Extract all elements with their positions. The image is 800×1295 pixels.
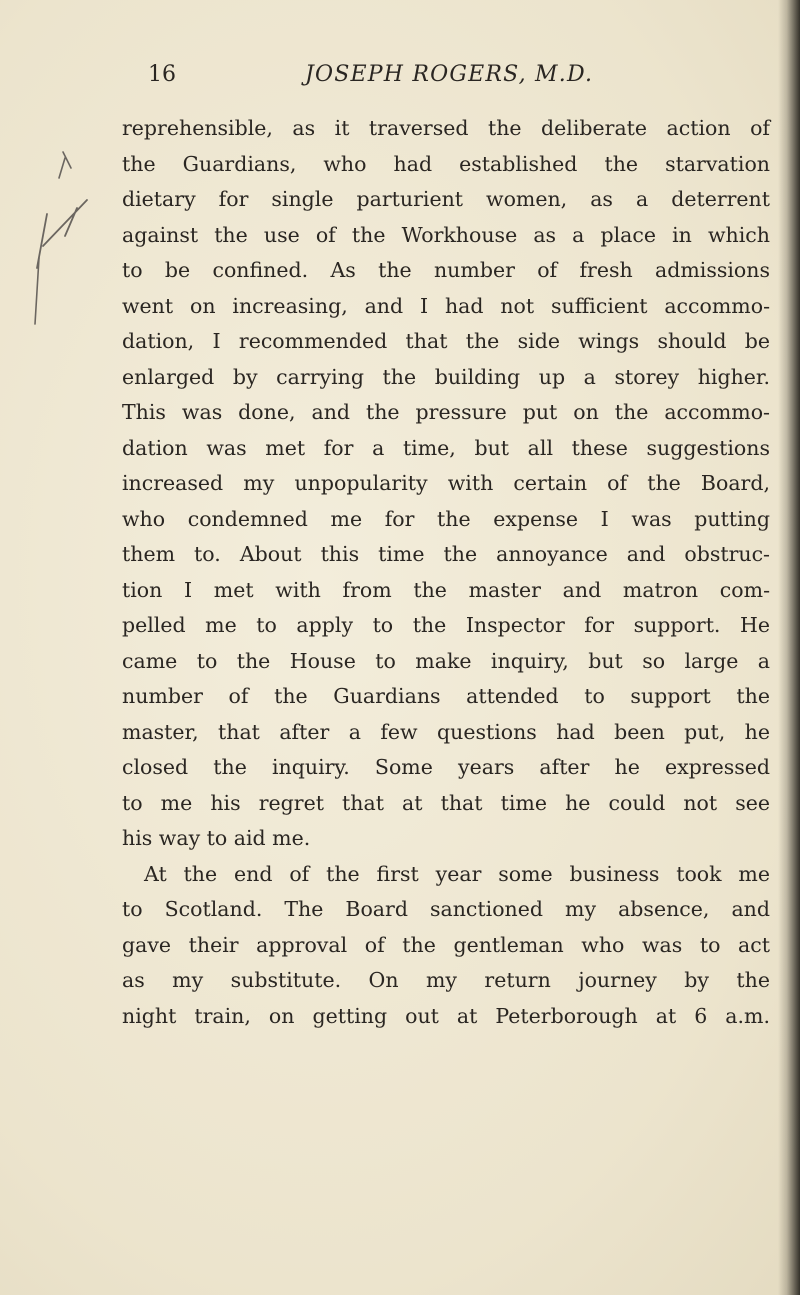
text-line: his way to aid me. xyxy=(122,826,311,850)
text-line: to be confined. As the number of fresh admissions xyxy=(122,258,770,282)
text-line: dation was met for a time, but all these suggestions xyxy=(122,435,770,460)
page-edge-shadow xyxy=(778,0,800,1295)
text-line: enlarged by carrying the building up a storey higher. xyxy=(122,364,770,389)
text-line: closed the inquiry. Some years after he expressed xyxy=(122,755,770,779)
text-line: came to the House to make inquiry, but so large a xyxy=(122,648,770,673)
paragraph-2 xyxy=(122,857,770,1035)
text-line: to me his regret that at that time he could not see xyxy=(122,790,770,815)
text-line: them to. About this time the annoyance and obstruc- xyxy=(122,542,770,566)
text-line: This was done, and the pressure put on the accommo- xyxy=(122,400,770,424)
text-line: increased my unpopularity with certain of the Board, xyxy=(122,471,770,495)
page-header xyxy=(0,62,800,96)
text-line: went on increasing, and I had not sufficient accommo- xyxy=(122,293,770,318)
page-number: 16 xyxy=(148,62,176,87)
text-line: as my substitute. On my return journey by the xyxy=(122,968,770,992)
text-line: gave their approval of the gentleman who was to act xyxy=(122,932,770,957)
text-line: to Scotland. The Board sanctioned my absence, and xyxy=(122,897,770,921)
text-line: dation, I recommended that the side wings should be xyxy=(122,329,770,353)
text-line: tion I met with from the master and matron com- xyxy=(122,577,770,602)
text-line: against the use of the Workhouse as a place in which xyxy=(122,222,770,247)
text-line: master, that after a few questions had been put, he xyxy=(122,719,770,744)
pencil-margin-mark-icon xyxy=(25,148,95,328)
text-line: night train, on getting out at Peterborough at 6 a.m. xyxy=(122,1003,770,1028)
running-head: JOSEPH ROGERS, M.D. xyxy=(305,62,594,87)
text-line: pelled me to apply to the Inspector for support. He xyxy=(122,613,770,637)
text-line: number of the Guardians attended to support the xyxy=(122,684,770,708)
text-line: who condemned me for the expense I was putting xyxy=(122,506,770,531)
text-line: At the end of the first year some business took me xyxy=(144,861,770,886)
text-line: dietary for single parturient women, as a deterrent xyxy=(122,187,770,211)
text-line: reprehensible, as it traversed the deliberate action of xyxy=(122,116,770,140)
text-line: the Guardians, who had established the starvation xyxy=(122,151,770,176)
paragraph-1 xyxy=(122,111,770,857)
body-text xyxy=(122,111,770,1034)
